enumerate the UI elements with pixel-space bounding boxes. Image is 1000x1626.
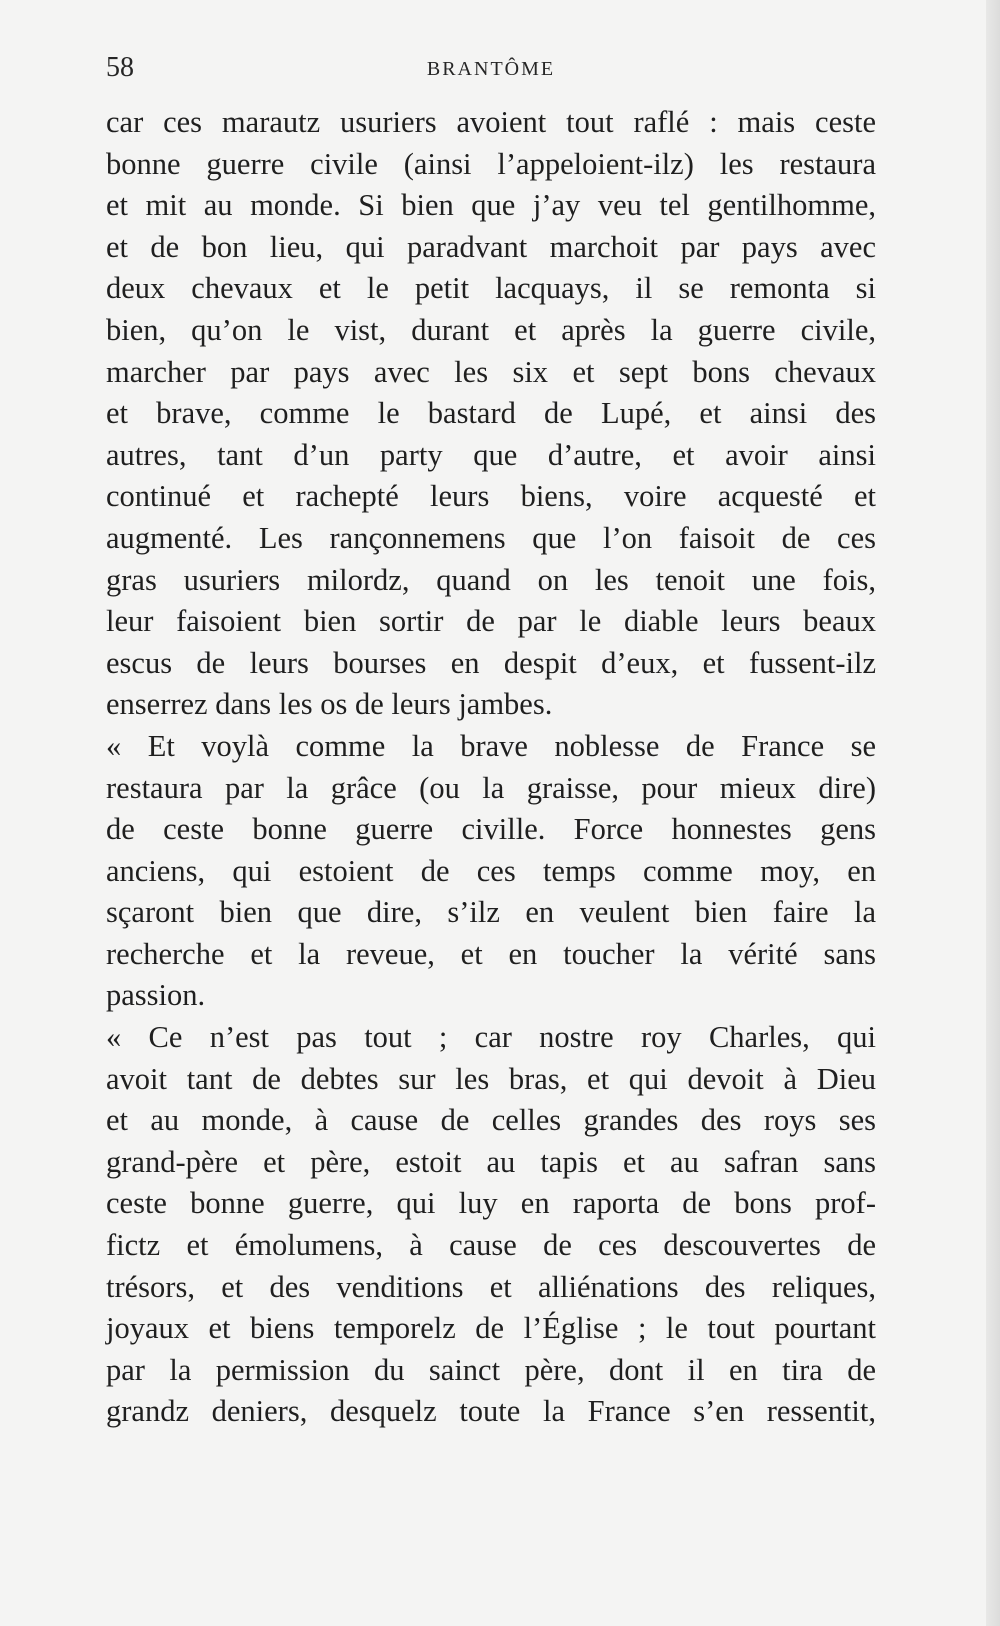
- text-line: et de bon lieu, qui paradvant marchoit par pays avec: [106, 229, 876, 264]
- text-line: et mit au monde. Si bien que j’ay veu tel gentilhomme,: [106, 188, 876, 223]
- text-line: anciens, qui estoient de ces temps comme moy, en: [106, 853, 876, 888]
- text-line: gras usuriers milordz, quand on les tenoit une fois,: [106, 562, 876, 597]
- text-line: joyaux et biens temporelz de l’Église ; le tout pourtant: [106, 1311, 876, 1346]
- text-line: et au monde, à cause de celles grandes des roys ses: [106, 1103, 876, 1138]
- text-line: ceste bonne guerre, qui luy en raporta de bons prof-: [106, 1186, 876, 1221]
- text-line: escus de leurs bourses en despit d’eux, et fussent-ilz: [106, 645, 876, 680]
- text-line: grandz deniers, desquelz toute la France s’en ressentit,: [106, 1394, 876, 1429]
- text-line: par la permission du sainct père, dont il en tira de: [106, 1352, 876, 1387]
- text-line-paragraph-end: enserrez dans les os de leurs jambes.: [106, 687, 553, 722]
- page-edge: [986, 0, 1000, 1626]
- text-line-paragraph-end: passion.: [106, 978, 206, 1013]
- text-line: sçaront bien que dire, s’ilz en veulent bien faire la: [106, 895, 876, 930]
- text-line: car ces marautz usuriers avoient tout raflé : mais ceste: [106, 105, 876, 139]
- text-line: de ceste bonne guerre civille. Force honnestes gens: [106, 812, 876, 847]
- text-line: fictz et émolumens, à cause de ces descouvertes de: [106, 1228, 876, 1263]
- text-line: bien, qu’on le vist, durant et après la guerre civile,: [106, 312, 876, 347]
- text-line: grand-père et père, estoit au tapis et au safran sans: [106, 1144, 876, 1179]
- text-line: recherche et la reveue, et en toucher la vérité sans: [106, 936, 876, 971]
- text-line: autres, tant d’un party que d’autre, et avoir ainsi: [106, 437, 876, 472]
- text-line: marcher par pays avec les six et sept bons chevaux: [106, 354, 876, 389]
- body-text: [106, 102, 876, 1433]
- text-line: restaura par la grâce (ou la graisse, pour mieux dire): [106, 770, 876, 805]
- text-line: « Ce n’est pas tout ; car nostre roy Charles, qui: [106, 1020, 876, 1055]
- running-title: BRANTÔME: [426, 58, 556, 80]
- page-number: 58: [106, 52, 134, 83]
- text-line: leur faisoient bien sortir de par le diable leurs beaux: [106, 604, 876, 639]
- text-line: « Et voylà comme la brave noblesse de France se: [106, 728, 876, 763]
- text-line: bonne guerre civile (ainsi l’appeloient-ilz) les restaura: [106, 146, 876, 181]
- text-line: et brave, comme le bastard de Lupé, et ainsi des: [106, 396, 876, 431]
- text-line: trésors, et des venditions et alliénations des reliques,: [106, 1269, 876, 1304]
- text-line: augmenté. Les rançonnemens que l’on faisoit de ces: [106, 520, 876, 555]
- text-line: deux chevaux et le petit lacquays, il se remonta si: [106, 271, 876, 306]
- running-head: [106, 52, 876, 88]
- text-line: continué et rachepté leurs biens, voire acquesté et: [106, 479, 876, 514]
- text-line: avoit tant de debtes sur les bras, et qui devoit à Dieu: [106, 1061, 876, 1096]
